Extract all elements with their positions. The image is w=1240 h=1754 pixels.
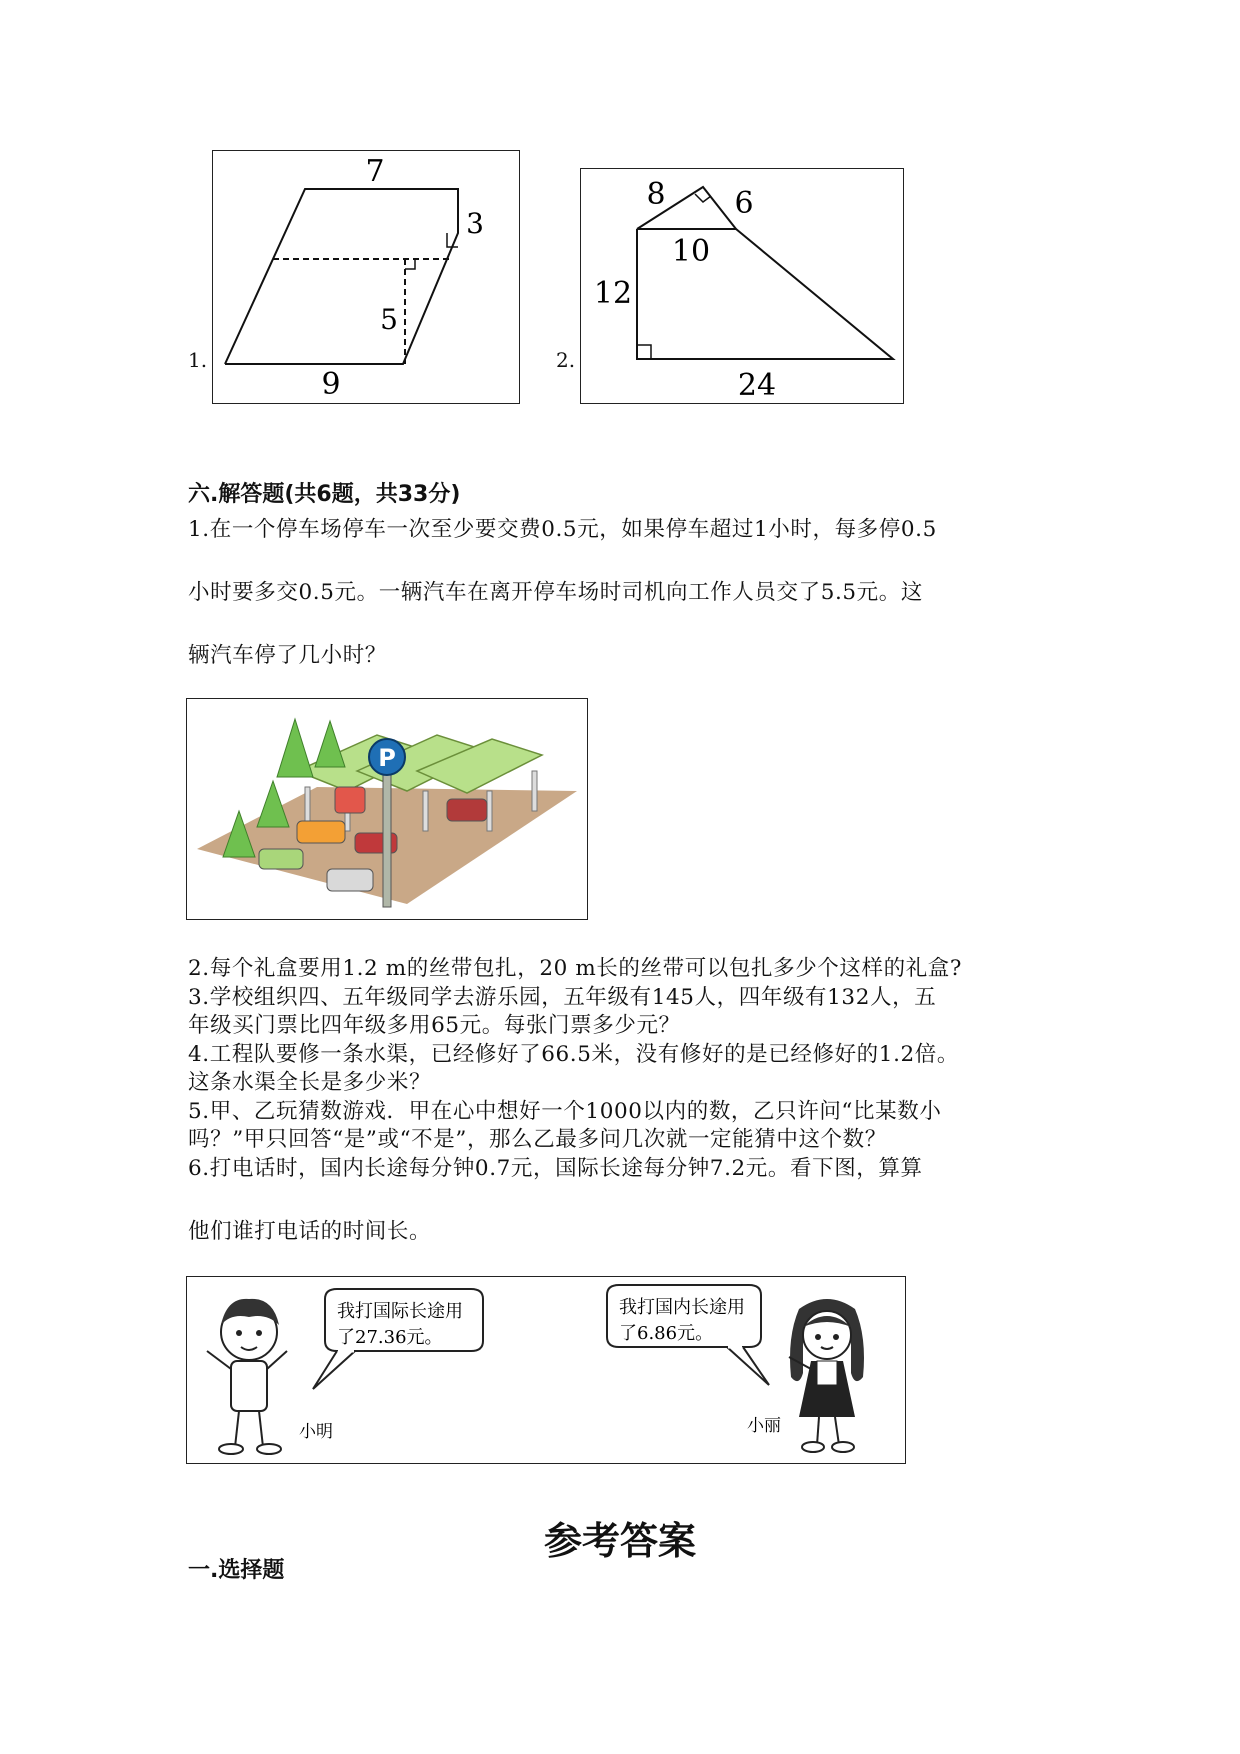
car-green bbox=[259, 849, 303, 869]
boy-figure bbox=[207, 1299, 287, 1454]
figure-2-dashed-length: 10 bbox=[671, 234, 711, 269]
tree-2 bbox=[315, 721, 345, 767]
section-6-title: 六.解答题(共6题，共33分) bbox=[188, 482, 461, 507]
question-1-line-2: 小时要多交0.5元。一辆汽车在离开停车场时司机向工作人员交了5.5元。这 bbox=[188, 580, 923, 605]
question-4-line-1: 4.工程队要修一条水渠，已经修好了66.5米，没有修好的是已经修好的1.2倍。 bbox=[188, 1042, 959, 1067]
phone-call-drawing bbox=[187, 1277, 904, 1462]
question-2: 2.每个礼盒要用1.2 m的丝带包扎，20 m长的丝带可以包扎多少个这样的礼盒? bbox=[188, 956, 963, 981]
figure-2-label: 2. bbox=[556, 348, 576, 372]
figure-1-right-angle-mark bbox=[405, 259, 415, 269]
question-1-line-1: 1.在一个停车场停车一次至少要交费0.5元，如果停车超过1小时，每多停0.5 bbox=[188, 517, 937, 542]
girl-name: 小丽 bbox=[747, 1416, 781, 1436]
question-6-line-2: 他们谁打电话的时间长。 bbox=[188, 1219, 432, 1244]
car-red-front bbox=[335, 787, 365, 813]
question-4-line-2: 这条水渠全长是多少米？ bbox=[188, 1070, 432, 1095]
figure-2-slant-left: 8 bbox=[646, 177, 666, 212]
answers-section-1: 一.选择题 bbox=[188, 1558, 285, 1583]
parking-lot-illustration bbox=[186, 698, 588, 920]
question-1-line-3: 辆汽车停了几小时？ bbox=[188, 643, 387, 668]
figure-1-height-length: 5 bbox=[380, 303, 398, 336]
question-3-line-1: 3.学校组织四、五年级同学去游乐园，五年级有145人，四年级有132人，五 bbox=[188, 985, 937, 1010]
question-3-line-2: 年级买门票比四年级多用65元。每张门票多少元？ bbox=[188, 1013, 681, 1038]
parking-lot-drawing bbox=[187, 699, 586, 918]
figure-1 bbox=[212, 150, 520, 404]
figure-2-drawing bbox=[581, 169, 902, 402]
right-bubble-line-1: 我打国内长途用 bbox=[619, 1297, 745, 1318]
boy-name: 小明 bbox=[299, 1422, 333, 1442]
figure-1-top-length: 7 bbox=[365, 154, 385, 189]
figure-2-bottom-length: 24 bbox=[737, 368, 777, 402]
car-orange bbox=[297, 821, 345, 843]
figure-2-left-length: 12 bbox=[593, 276, 633, 311]
left-bubble-line-2: 了27.36元。 bbox=[337, 1327, 443, 1348]
answers-title: 参考答案 bbox=[543, 1519, 696, 1563]
sign-pole bbox=[383, 757, 391, 907]
tree-1 bbox=[277, 719, 313, 777]
figure-1-label: 1. bbox=[188, 348, 208, 372]
parking-sign-letter: P bbox=[378, 744, 396, 772]
figure-2-right-angle-mark bbox=[637, 345, 651, 359]
car-silver bbox=[327, 869, 373, 891]
question-5-line-2: 吗？”甲只回答“是”或“不是”，那么乙最多问几次就一定能猜中这个数？ bbox=[188, 1127, 887, 1152]
question-5-line-1: 5.甲、乙玩猜数游戏．甲在心中想好一个1000以内的数，乙只许问“比某数小 bbox=[188, 1099, 942, 1124]
question-6-line-1: 6.打电话时，国内长途每分钟0.7元，国际长途每分钟7.2元。看下图，算算 bbox=[188, 1156, 923, 1181]
figure-1-outline bbox=[225, 189, 458, 364]
figure-1-drawing bbox=[213, 151, 518, 402]
left-bubble-line-1: 我打国际长途用 bbox=[337, 1301, 463, 1322]
girl-figure bbox=[789, 1299, 864, 1452]
phone-call-illustration bbox=[186, 1276, 906, 1464]
figure-2 bbox=[580, 168, 904, 404]
right-bubble-line-2: 了6.86元。 bbox=[619, 1323, 714, 1344]
figure-2-slant-right: 6 bbox=[734, 186, 754, 221]
figure-1-right-length: 3 bbox=[466, 207, 484, 240]
figure-1-bottom-length: 9 bbox=[321, 367, 341, 402]
car-maroon bbox=[447, 799, 487, 821]
